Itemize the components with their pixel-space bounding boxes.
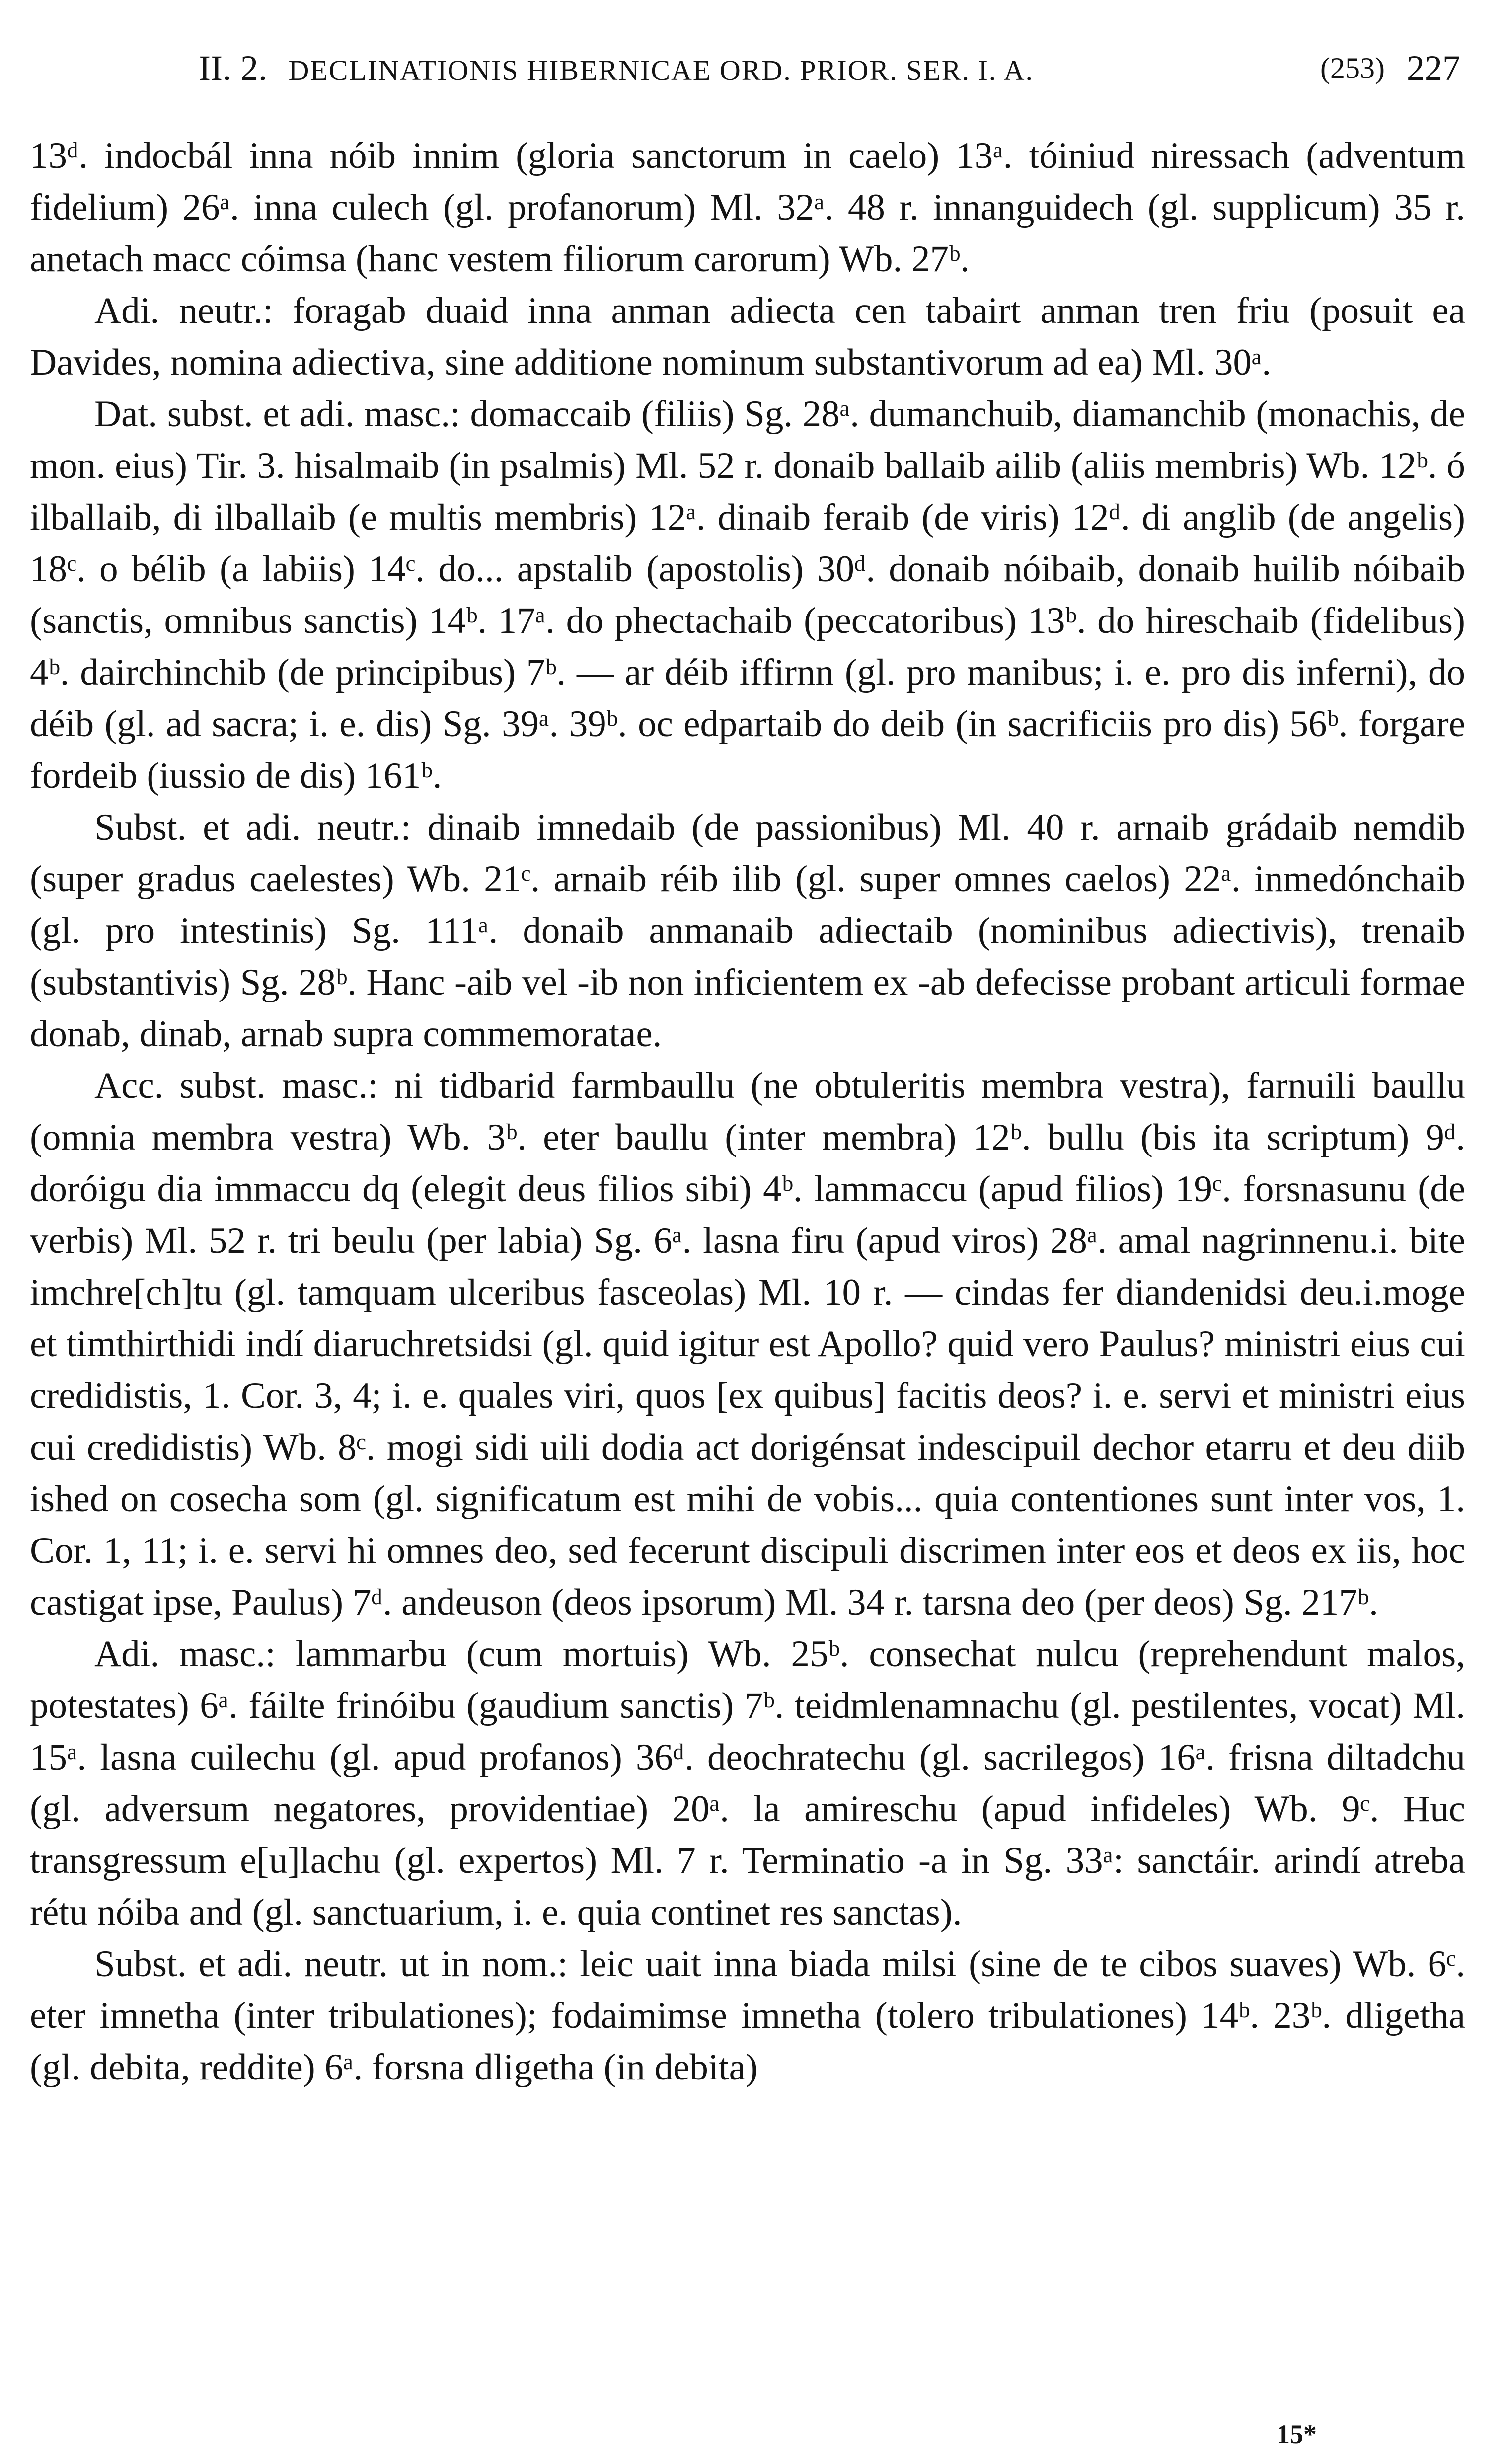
paragraph-dat-masc: Dat. subst. et adi. masc.: domaccaib (filiis) Sg. 28ᵃ. dumanchuib, diamanchib (monachis, de mon. eius) Tir. 3. hisalmaib (in psalmis) Ml. 52 r. donaib ballaib ailib (aliis membris) Wb. 12ᵇ. ó ilballaib, di ilballaib (e multis membris) 12ᵃ. dinaib feraib (de viris) 12ᵈ. di anglib (de angelis) 18ᶜ. o bélib (a labiis) 14ᶜ. do... apstalib (apostolis) 30ᵈ. donaib nóibaib, donaib huilib nóibaib (sanctis, omnibus sanctis) 14ᵇ. 17ᵃ. do phectachaib (peccatoribus) 13ᵇ. do hireschaib (fidelibus) 4ᵇ. dairchinchib (de principibus) 7ᵇ. — ar déib iffirnn (gl. pro manibus; i. e. pro dis inferni), do déib (gl. ad sacra; i. e. dis) Sg. 39ᵃ. 39ᵇ. oc edpartaib do deib (in sacrificiis pro dis) 56ᵇ. forgare fordeib (iussio de dis) 161ᵇ. [30,393,1465,796]
running-title: DECLINATIONIS HIBERNICAE ORD. PRIOR. SER. I. A. [288,54,1034,86]
text-body [30,130,1465,2093]
original-page-number: (253) [1320,52,1385,84]
paragraph-acc-masc: Acc. subst. masc.: ni tidbarid farmbaullu (ne obtuleritis membra vestra), farnuili baullu (omnia membra vestra) Wb. 3ᵇ. eter baullu (inter membra) 12ᵇ. bullu (bis ita scriptum) 9ᵈ. doróigu dia immaccu dq (elegit deus filios sibi) 4ᵇ. lammaccu (apud filios) 19ᶜ. forsnasunu (de verbis) Ml. 52 r. tri beulu (per labia) Sg. 6ᵃ. lasna firu (apud viros) 28ᵃ. amal nagrinnenu.i. bite imchre[ch]tu (gl. tamquam ulceribus fasceolas) Ml. 10 r. — cindas fer diandenidsi deu.i.moge et timthirthidi indí diaruchretsidsi (gl. quid igitur est Apollo? quid vero Paulus? ministri eius cui credidistis, 1. Cor. 3, 4; i. e. quales viri, quos [ex quibus] facitis deos? i. e. servi et ministri eius cui credidistis) Wb. 8ᶜ. mogi sidi uili dodia act dorigénsat indescipuil dechor etarru et deu diib ished on cosecha som (gl. significatum est mihi de vobis... quia contentiones sunt inter vos, 1. Cor. 1, 11; i. e. servi hi omnes deo, sed fecerunt discipuli discrimen inter eos et deos ex iis, hoc castigat ipse, Paulus) 7ᵈ. andeuson (deos ipsorum) Ml. 34 r. tarsna deo (per deos) Sg. 217ᵇ. [30,1065,1465,1623]
signature-mark: 15* [1277,2419,1317,2449]
paragraph-acc-neutr: Subst. et adi. neutr. ut in nom.: leic uait inna biada milsi (sine de te cibos suaves) Wb. 6ᶜ. eter imnetha (inter tribulationes); fodaimimse imnetha (tolero tribulationes) 14ᵇ. 23ᵇ. dligetha (gl. debita, reddite) 6ᵃ. forsna dligetha (in debita) [30,1943,1465,2088]
paragraph-adi-masc: Adi. masc.: lammarbu (cum mortuis) Wb. 25ᵇ. consechat nulcu (reprehendunt malos, potestates) 6ᵃ. fáilte frinóibu (gaudium sanctis) 7ᵇ. teidmlenamnachu (gl. pestilentes, vocat) Ml. 15ᵃ. lasna cuilechu (gl. apud profanos) 36ᵈ. deochratechu (gl. sacrilegos) 16ᵃ. frisna diltadchu (gl. adversum negatores, providentiae) 20ᵃ. la amireschu (apud infideles) Wb. 9ᶜ. Huc transgressum e[u]lachu (gl. expertos) Ml. 7 r. Terminatio -a in Sg. 33ᵃ: sanctáir. arindí atreba rétu nóiba and (gl. sanctuarium, i. e. quia continet res sanctas). [30,1633,1465,1933]
page-number: 227 [1407,48,1460,88]
section-number: II. 2. [199,48,267,88]
paragraph-adi-neutr: Adi. neutr.: foragab duaid inna anman adiecta cen tabairt anman tren friu (posuit ea Davides, nomina adiectiva, sine additione nominum substantivorum ad ea) Ml. 30ᵃ. [30,290,1465,383]
paragraph-continuation: 13ᵈ. indocbál inna nóib innim (gloria sanctorum in caelo) 13ᵃ. tóiniud niressach (adventum fidelium) 26ᵃ. inna culech (gl. profanorum) Ml. 32ᵃ. 48 r. innanguidech (gl. supplicum) 35 r. anetach macc cóimsa (hanc vestem filiorum carorum) Wb. 27ᵇ. [30,135,1465,280]
paragraph-subst-neutr: Subst. et adi. neutr.: dinaib imnedaib (de passionibus) Ml. 40 r. arnaib grádaib nemdib (super gradus caelestes) Wb. 21ᶜ. arnaib réib ilib (gl. super omnes caelos) 22ᵃ. inmedónchaib (gl. pro intestinis) Sg. 111ᵃ. donaib anmanaib adiectaib (nominibus adiectivis), trenaib (substantivis) Sg. 28ᵇ. Hanc -aib vel -ib non inficientem ex -ab defecisse probant articuli formae donab, dinab, arnab supra commemoratae. [30,807,1465,1055]
running-header [199,46,1460,93]
